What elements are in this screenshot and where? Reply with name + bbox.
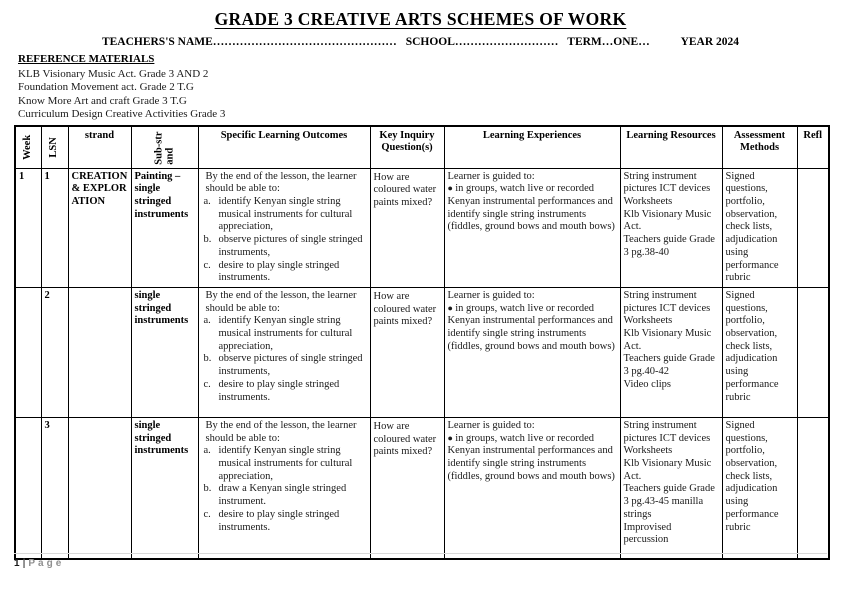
assessment-cell bbox=[722, 168, 797, 287]
column-header-experiences: Learning Experiences bbox=[444, 126, 620, 169]
term-label: TERM…ONE… bbox=[567, 36, 650, 48]
experience-item: ● in groups, watch live or recorded Kenyan instrumental performances and identify single string instruments (fiddles, ground bows and mouth bows) bbox=[448, 303, 617, 354]
experiences-list bbox=[448, 433, 617, 484]
assessment-list bbox=[726, 171, 794, 285]
column-header-sub-strand bbox=[131, 126, 198, 169]
year-label: YEAR 2024 bbox=[680, 36, 740, 48]
assessment-list bbox=[726, 420, 794, 534]
resources-cell bbox=[620, 287, 722, 417]
refl-cell bbox=[797, 417, 829, 559]
column-header-lsn bbox=[41, 126, 68, 169]
sub-strand-cell: single stringed instruments bbox=[131, 287, 198, 417]
reference-item: KLB Visionary Music Act. Grade 3 AND 2 bbox=[18, 67, 209, 80]
column-header-refl: Refl bbox=[797, 126, 829, 169]
column-header-lsn-label: LSN bbox=[48, 137, 60, 158]
outcome-item: identify Kenyan single string musical instruments for cultural appreciation, bbox=[218, 315, 353, 352]
column-header-key-inquiry: Key Inquiry Question(s) bbox=[370, 126, 444, 169]
strand-cell bbox=[68, 417, 131, 559]
lsn-cell: 3 bbox=[41, 417, 68, 559]
reference-item: Curriculum Design Creative Activities Grade 3 bbox=[18, 108, 226, 121]
column-header-outcomes: Specific Learning Outcomes bbox=[198, 126, 370, 169]
assessment-item: Signed questions, portfolio, observation, check lists, adjudication using performance rubric bbox=[725, 289, 779, 403]
experience-item: ● in groups, watch live or recorded Kenyan instrumental performances and identify single string instruments (fiddles, ground bows and mouth bows) bbox=[448, 433, 617, 484]
resource-item: Worksheets bbox=[623, 195, 673, 207]
refl-cell bbox=[797, 287, 829, 417]
assessment-item: Signed questions, portfolio, observation, check lists, adjudication using performance rubric bbox=[725, 170, 779, 284]
reference-materials-heading: REFERENCE MATERIALS bbox=[18, 53, 155, 65]
school-blank: SCHOOL……………………… bbox=[405, 36, 559, 48]
sub-strand-cell: Painting – single stringed instruments bbox=[131, 168, 198, 287]
outcomes-cell bbox=[198, 417, 370, 559]
outcomes-intro: By the end of the lesson, the learner should be able to: bbox=[205, 170, 357, 195]
experiences-list bbox=[448, 183, 617, 234]
page-title: GRADE 3 CREATIVE ARTS SCHEMES OF WORK bbox=[214, 9, 627, 29]
resource-item: Klb Visionary Music Act. bbox=[623, 458, 712, 482]
week-cell: 1 bbox=[15, 168, 41, 287]
resource-item: Teachers guide Grade 3 pg.43-45 manilla strings bbox=[623, 483, 715, 520]
experiences-cell bbox=[444, 417, 620, 559]
outcomes-list bbox=[202, 315, 367, 404]
experiences-intro: Learner is guided to: bbox=[447, 419, 535, 431]
strand-cell bbox=[68, 287, 131, 417]
table-row-lesson-3 bbox=[15, 417, 829, 559]
outcome-item: desire to play single stringed instruments. bbox=[218, 259, 340, 284]
outcomes-list bbox=[202, 445, 367, 534]
key-inquiry-cell bbox=[370, 417, 444, 559]
table-row-lesson-2 bbox=[15, 287, 829, 417]
resources-cell bbox=[620, 168, 722, 287]
page-footer bbox=[14, 553, 827, 569]
experiences-intro: Learner is guided to: bbox=[447, 289, 535, 301]
reference-item: Know More Art and craft Grade 3 T.G bbox=[18, 94, 187, 107]
teacher-school-line bbox=[0, 36, 841, 48]
resource-item: String instrument pictures ICT devices bbox=[623, 289, 711, 314]
resource-item: Worksheets bbox=[623, 315, 673, 327]
page-number: 1 bbox=[14, 558, 20, 569]
table-row-lesson-1 bbox=[15, 168, 829, 287]
experiences-intro: Learner is guided to: bbox=[447, 170, 535, 182]
outcomes-intro: By the end of the lesson, the learner should be able to: bbox=[205, 419, 357, 444]
resource-item: Klb Visionary Music Act. bbox=[623, 208, 712, 233]
column-header-strand: strand bbox=[68, 126, 131, 169]
sub-strand-cell: single stringed instruments bbox=[131, 417, 198, 559]
assessment-item: Signed questions, portfolio, observation, check lists, adjudication using performance rubric bbox=[725, 419, 779, 533]
outcomes-cell bbox=[198, 287, 370, 417]
resource-item: Improvised percussion bbox=[623, 521, 672, 546]
resource-item: Klb Visionary Music Act. bbox=[623, 328, 712, 352]
strand-cell: CREATION & EXPLORATION bbox=[68, 168, 131, 287]
reference-materials-section bbox=[18, 53, 841, 122]
assessment-list bbox=[726, 290, 794, 404]
refl-cell bbox=[797, 168, 829, 287]
column-header-assessment: Assessment Methods bbox=[722, 126, 797, 169]
resource-item: Teachers guide Grade 3 pg.40-42 bbox=[623, 353, 715, 378]
experiences-cell bbox=[444, 287, 620, 417]
outcomes-list bbox=[202, 196, 367, 285]
experiences-cell bbox=[444, 168, 620, 287]
column-header-resources: Learning Resources bbox=[620, 126, 722, 169]
reference-materials-list bbox=[18, 68, 841, 122]
week-cell bbox=[15, 417, 41, 559]
assessment-cell bbox=[722, 287, 797, 417]
column-header-week-label: Week bbox=[21, 135, 33, 161]
footer-separator: | bbox=[22, 558, 26, 569]
resource-item: String instrument pictures ICT devices bbox=[623, 170, 711, 195]
outcome-item: draw a Kenyan single stringed instrument. bbox=[218, 483, 347, 508]
experience-item: ● in groups, watch live or recorded Kenyan instrumental performances and identify single string instruments (fiddles, ground bows and mouth bows) bbox=[448, 183, 617, 234]
resources-list bbox=[624, 171, 719, 260]
schemes-of-work-table bbox=[14, 125, 830, 561]
outcomes-intro: By the end of the lesson, the learner should be able to: bbox=[205, 289, 357, 314]
outcome-item: observe pictures of single stringed instruments, bbox=[218, 353, 363, 378]
key-inquiry-text: How are coloured water paints mixed? bbox=[373, 420, 437, 458]
reference-item: Foundation Movement act. Grade 2 T.G bbox=[18, 81, 194, 94]
resource-item: Worksheets bbox=[623, 445, 673, 457]
outcome-item: identify Kenyan single string musical instruments for cultural appreciation, bbox=[218, 195, 353, 233]
resource-item: Teachers guide Grade 3 pg.38-40 bbox=[623, 234, 715, 258]
lsn-cell: 1 bbox=[41, 168, 68, 287]
page-word: Page bbox=[28, 558, 65, 569]
resources-list bbox=[624, 420, 719, 547]
teachers-name-blank: TEACHERS'S NAME………………………………………… bbox=[101, 36, 397, 48]
key-inquiry-cell bbox=[370, 287, 444, 417]
resource-item: Video clips bbox=[623, 378, 671, 390]
key-inquiry-text: How are coloured water paints mixed? bbox=[373, 290, 437, 328]
week-cell bbox=[15, 287, 41, 417]
outcomes-cell bbox=[198, 168, 370, 287]
column-header-sub-strand-label: Sub-strand bbox=[152, 131, 175, 165]
experiences-list bbox=[448, 303, 617, 354]
table-header-row bbox=[15, 126, 829, 169]
outcome-item: identify Kenyan single string musical instruments for cultural appreciation, bbox=[218, 445, 353, 482]
outcome-item: desire to play single stringed instruments. bbox=[218, 378, 340, 403]
key-inquiry-text: How are coloured water paints mixed? bbox=[373, 171, 437, 208]
key-inquiry-cell bbox=[370, 168, 444, 287]
resources-list bbox=[624, 290, 719, 392]
resource-item: String instrument pictures ICT devices bbox=[623, 419, 711, 444]
column-header-week bbox=[15, 126, 41, 169]
outcome-item: desire to play single stringed instruments. bbox=[218, 508, 340, 533]
resources-cell bbox=[620, 417, 722, 559]
assessment-cell bbox=[722, 417, 797, 559]
lsn-cell: 2 bbox=[41, 287, 68, 417]
outcome-item: observe pictures of single stringed instruments, bbox=[218, 234, 363, 258]
